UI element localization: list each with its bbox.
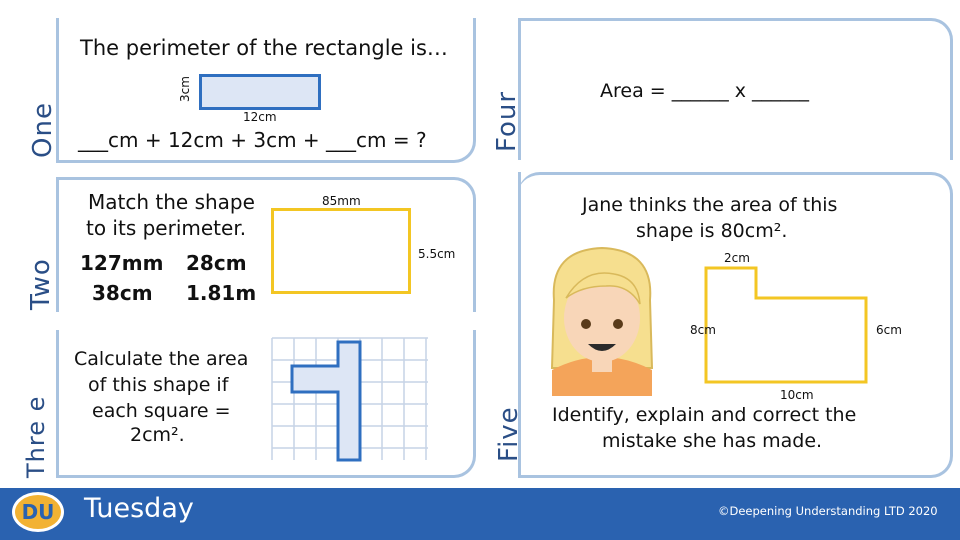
jane-avatar: [544, 240, 660, 396]
q5-label-bottom: 10cm: [780, 388, 814, 402]
q1-equation: ___cm + 12cm + 3cm + ___cm = ?: [78, 128, 427, 152]
q1-side-label: 3cm: [178, 76, 192, 102]
panel-two-left-edge: [56, 177, 59, 312]
q5-l-shape: [704, 266, 868, 384]
q2-option-4: 1.81m: [186, 281, 257, 305]
du-logo-text: DU: [21, 500, 55, 524]
du-logo: [12, 492, 64, 532]
panel-three-left-edge: [56, 330, 59, 478]
q2-rectangle: [271, 208, 411, 294]
q5-label-left: 8cm: [690, 323, 716, 337]
q2-instruction-line2: to its perimeter.: [86, 216, 247, 240]
q5-task-line1: Identify, explain and correct the: [552, 404, 857, 426]
q1-rectangle: [199, 74, 321, 110]
q3-line3: each square =: [92, 400, 231, 422]
q5-label-top: 2cm: [724, 251, 750, 265]
q3-grid-shape: [270, 336, 430, 462]
q3-line4: 2cm².: [130, 424, 185, 446]
q2-option-3: 38cm: [92, 281, 153, 305]
q5-statement-line1: Jane thinks the area of this: [582, 194, 838, 216]
q4-equation: Area = ______ x ______: [600, 80, 810, 102]
panel-five-number-label: Five: [494, 406, 524, 462]
q2-option-1: 127mm: [80, 251, 164, 275]
q1-bottom-label: 12cm: [243, 110, 277, 124]
q5-label-right: 6cm: [876, 323, 902, 337]
q2-side-label: 5.5cm: [418, 247, 456, 261]
footer-day: Tuesday: [84, 493, 194, 524]
q1-title: The perimeter of the rectangle is…: [80, 36, 448, 60]
q2-top-label: 85mm: [322, 194, 361, 208]
panel-one-number-label: One: [28, 102, 58, 158]
q3-line2: of this shape if: [88, 374, 229, 396]
panel-three-number-label: Thre e: [22, 395, 50, 478]
footer-copyright: ©Deepening Understanding LTD 2020: [718, 504, 938, 518]
q2-instruction-line1: Match the shape: [88, 190, 255, 214]
panel-four-number-label: Four: [492, 90, 522, 152]
panel-two-number-label: Two: [26, 258, 56, 310]
q5-statement-line2: shape is 80cm².: [636, 220, 788, 242]
q2-option-2: 28cm: [186, 251, 247, 275]
q3-line1: Calculate the area: [74, 348, 249, 370]
q5-task-line2: mistake she has made.: [602, 430, 823, 452]
